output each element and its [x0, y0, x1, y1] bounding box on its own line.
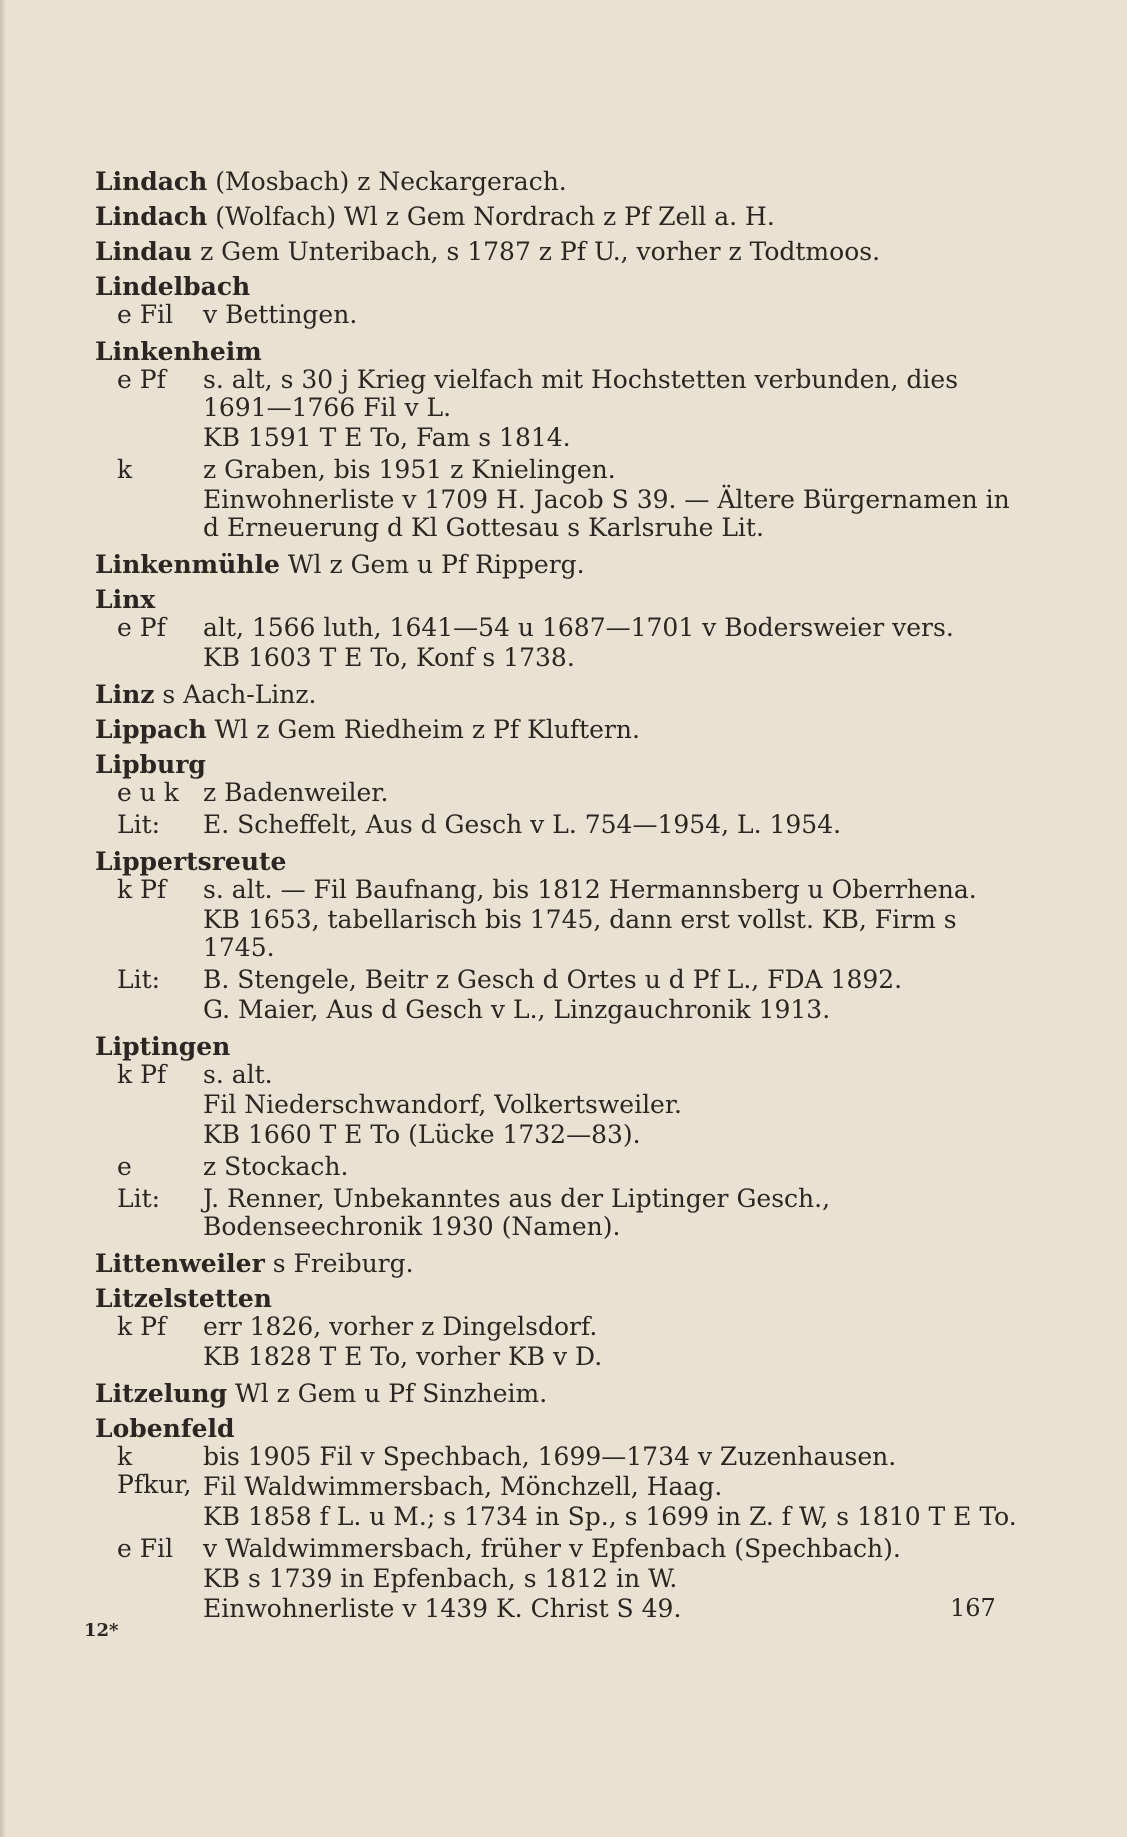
row-label: k Pf: [117, 1312, 167, 1341]
entry-headline: [95, 238, 1025, 266]
row-text: [203, 1153, 1025, 1183]
entry-headline: [95, 551, 1025, 579]
row-line: KB s 1739 in Epfenbach, s 1812 in W.: [203, 1564, 678, 1593]
entry-head: Lipburg: [95, 750, 206, 779]
entry-headline: [95, 848, 1025, 876]
row-line: z Badenweiler.: [203, 778, 389, 807]
row-text: [203, 966, 1025, 1026]
entry-text: Wl z Gem u Pf Ripperg.: [287, 550, 585, 579]
row-line: J. Renner, Unbekanntes aus der Liptinger Gesch., Bodenseechronik 1930 (Namen).: [203, 1184, 831, 1241]
entry-head: Lindach: [95, 167, 208, 196]
entry-row: [95, 1153, 1025, 1183]
entry-text: (Wolfach) Wl z Gem Nordrach z Pf Zell a. H.: [215, 202, 775, 231]
row-line: Fil Waldwimmersbach, Mönchzell, Haag.: [203, 1472, 723, 1501]
row-line: KB 1591 T E To, Fam s 1814.: [203, 423, 571, 452]
row-line: s. alt. — Fil Baufnang, bis 1812 Hermannsberg u Oberrhena.: [203, 875, 977, 904]
row-text: [203, 456, 1025, 544]
entry-row: [95, 1443, 1025, 1533]
row-label: k Pf: [117, 875, 167, 904]
entry-headline: [95, 681, 1025, 709]
entry-head: Littenweiler: [95, 1249, 265, 1278]
entry-text: Wl z Gem Riedheim z Pf Kluftern.: [214, 715, 640, 744]
row-label: e u k: [117, 778, 179, 807]
row-label: Lit:: [117, 1184, 161, 1213]
entry-head: Lippach: [95, 715, 207, 744]
entry-head: Lippertsreute: [95, 847, 287, 876]
entry-head: Liptingen: [95, 1032, 231, 1061]
row-text: [203, 779, 1025, 809]
entry-head: Linkenmühle: [95, 550, 280, 579]
register-entry: [95, 238, 1025, 266]
entry-text: s Freiburg.: [272, 1249, 414, 1278]
register-page: [95, 168, 1025, 1632]
page-edge: [0, 0, 6, 1837]
register-entry: [95, 1380, 1025, 1408]
row-line: s. alt.: [203, 1060, 273, 1089]
row-text: [203, 1313, 1025, 1373]
row-label: e Pf: [117, 613, 166, 642]
entry-row: [95, 811, 1025, 841]
row-line: v Bettingen.: [203, 300, 358, 329]
entry-headline: [95, 586, 1025, 614]
row-label: e: [117, 1152, 132, 1181]
register-entry: [95, 273, 1025, 331]
row-text: [203, 876, 1025, 964]
row-line: s. alt, s 30 j Krieg vielfach mit Hochstetten verbunden, dies 1691—1766 Fil v L.: [203, 365, 959, 422]
register-entry: [95, 681, 1025, 709]
register-entry: [95, 751, 1025, 841]
entry-headline: [95, 1250, 1025, 1278]
register-entry: [95, 1250, 1025, 1278]
entry-headline: [95, 1415, 1025, 1443]
entry-head: Lobenfeld: [95, 1414, 235, 1443]
row-text: [203, 614, 1025, 674]
row-label: k Pf: [117, 1060, 167, 1089]
register-entry: [95, 848, 1025, 1026]
row-text: [203, 366, 1025, 454]
row-line: E. Scheffelt, Aus d Gesch v L. 754—1954, L. 1954.: [203, 810, 842, 839]
register-entry: [95, 716, 1025, 744]
row-text: [203, 1443, 1025, 1533]
entry-head: Linz: [95, 680, 155, 709]
row-line: KB 1603 T E To, Konf s 1738.: [203, 643, 575, 672]
register-entry: [95, 1285, 1025, 1373]
row-line: B. Stengele, Beitr z Gesch d Ortes u d Pf L., FDA 1892.: [203, 965, 903, 994]
entry-head: Lindach: [95, 202, 208, 231]
entry-head: Linx: [95, 585, 156, 614]
register-entry: [95, 1415, 1025, 1625]
row-line: G. Maier, Aus d Gesch v L., Linzgauchronik 1913.: [203, 995, 831, 1024]
entry-head: Linkenheim: [95, 337, 262, 366]
entry-row: [95, 779, 1025, 809]
entry-row: [95, 366, 1025, 454]
entry-row: [95, 301, 1025, 331]
register-entry: [95, 338, 1025, 544]
row-label: e Pf: [117, 365, 166, 394]
entry-row: [95, 614, 1025, 674]
entry-head: Lindau: [95, 237, 193, 266]
entry-head: Lindelbach: [95, 272, 251, 301]
row-line: z Graben, bis 1951 z Knielingen.: [203, 455, 616, 484]
entry-text: (Mosbach) z Neckargerach.: [215, 167, 567, 196]
register-entry: [95, 1033, 1025, 1243]
row-label: e Fil: [117, 1534, 174, 1563]
register-entry: [95, 168, 1025, 196]
register-entry: [95, 203, 1025, 231]
entry-headline: [95, 203, 1025, 231]
entry-headline: [95, 1285, 1025, 1313]
row-line: z Stockach.: [203, 1152, 349, 1181]
row-label: e Fil: [117, 300, 174, 329]
register-entry: [95, 586, 1025, 674]
entry-headline: [95, 716, 1025, 744]
row-line: Fil Niederschwandorf, Volkertsweiler.: [203, 1090, 683, 1119]
entry-head: Litzelstetten: [95, 1284, 272, 1313]
page-number: 167: [950, 1594, 996, 1622]
row-line: err 1826, vorher z Dingelsdorf.: [203, 1312, 598, 1341]
row-text: [203, 811, 1025, 841]
entry-text: z Gem Unteribach, s 1787 z Pf U., vorher z Todtmoos.: [200, 237, 881, 266]
entry-headline: [95, 1380, 1025, 1408]
entry-headline: [95, 1033, 1025, 1061]
row-line: KB 1660 T E To (Lücke 1732—83).: [203, 1120, 641, 1149]
row-label: Lit:: [117, 965, 161, 994]
entry-row: [95, 1535, 1025, 1625]
row-line: v Waldwimmersbach, früher v Epfenbach (Spechbach).: [203, 1534, 901, 1563]
entry-headline: [95, 168, 1025, 196]
entry-row: [95, 1185, 1025, 1243]
row-text: [203, 1061, 1025, 1151]
entry-text: Wl z Gem u Pf Sinzheim.: [235, 1379, 548, 1408]
row-label: k Pfkur,: [117, 1442, 192, 1499]
row-label: Lit:: [117, 810, 161, 839]
row-text: [203, 1185, 1025, 1243]
entry-text: s Aach-Linz.: [162, 680, 317, 709]
row-line: Einwohnerliste v 1439 K. Christ S 49.: [203, 1594, 682, 1623]
row-line: KB 1828 T E To, vorher KB v D.: [203, 1342, 603, 1371]
row-line: Einwohnerliste v 1709 H. Jacob S 39. — Ältere Bürgernamen in d Erneuerung d Kl Gottesau s Karlsruhe Lit.: [203, 485, 1010, 542]
register-entry: [95, 551, 1025, 579]
row-line: KB 1858 f L. u M.; s 1734 in Sp., s 1699 in Z. f W, s 1810 T E To.: [203, 1502, 1017, 1531]
row-text: [203, 1535, 1025, 1625]
entry-headline: [95, 273, 1025, 301]
entry-row: [95, 1061, 1025, 1151]
row-line: KB 1653, tabellarisch bis 1745, dann erst vollst. KB, Firm s 1745.: [203, 905, 957, 962]
row-text: [203, 301, 1025, 331]
row-line: bis 1905 Fil v Spechbach, 1699—1734 v Zuzenhausen.: [203, 1442, 897, 1471]
entry-headline: [95, 338, 1025, 366]
entry-head: Litzelung: [95, 1379, 228, 1408]
entry-row: [95, 966, 1025, 1026]
row-line: alt, 1566 luth, 1641—54 u 1687—1701 v Bodersweier vers.: [203, 613, 954, 642]
entry-row: [95, 456, 1025, 544]
row-label: k: [117, 455, 133, 484]
entry-row: [95, 1313, 1025, 1373]
entry-headline: [95, 751, 1025, 779]
signature-mark: 12*: [84, 1620, 119, 1641]
entry-row: [95, 876, 1025, 964]
